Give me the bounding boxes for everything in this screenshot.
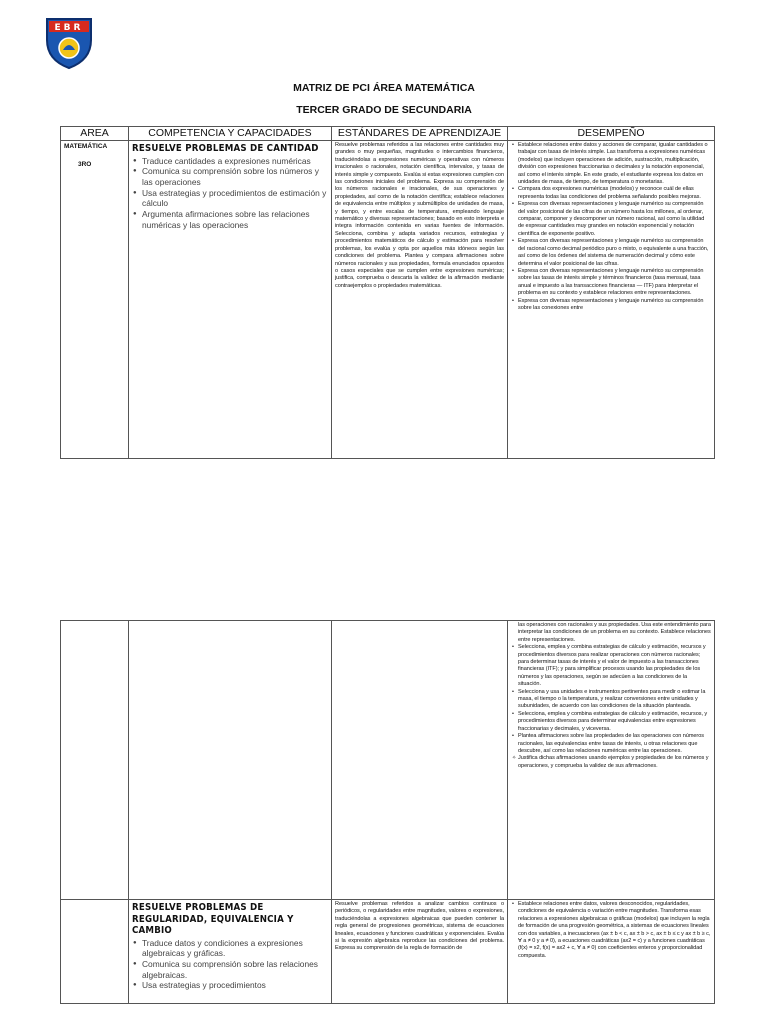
capacities-list: [132, 156, 328, 231]
pci-matrix-table: [60, 126, 715, 459]
list-item: • Establece relaciones entre datos y acciones de comparar, igualar cantidades o trabajar con tasas de interés simple. Las transforma a expresiones numéricas (modelos) que incluyen operaciones de adición, sustracción, multiplicación, división con expresiones fraccionarias o decimales y la notación exponencial, así como el interés simple. En este grado, el estudiante expresa los datos en unidades de masa, de tiempo, de temperatura o monetarias.: [511, 142, 711, 186]
performance-list: [511, 622, 711, 770]
performance-list: [511, 142, 711, 312]
table-row: [61, 621, 715, 900]
list-item: • Compara dos expresiones numéricas (modelos) y reconoce cuál de ellas representa todas las condiciones del problema señalando posibles mejoras.: [511, 186, 711, 201]
list-item: ● Comunica su comprensión sobre las relaciones algebraicas.: [132, 959, 328, 980]
list-item: ● Traduce datos y condiciones a expresiones algebraicas y gráficas.: [132, 938, 328, 959]
list-item: • Plantea afirmaciones sobre las propiedades de las operaciones con números racionales, las equivalencias entre tasas de interés, u otras relaciones que descubre, así como las relaciones numéricas entre las operaciones.: [511, 733, 711, 755]
list-item: • Expresa con diversas representaciones y lenguaje numérico su comprensión sobre las conexiones entre: [511, 298, 711, 313]
competence-title: RESUELVE PROBLEMAS DE CANTIDAD: [132, 143, 319, 154]
column-header-standards: ESTÁNDARES DE APRENDIZAJE: [332, 127, 508, 141]
performance-cell: [508, 621, 715, 900]
document-subtitle: TERCER GRADO DE SECUNDARIA: [296, 104, 472, 116]
list-item: • Expresa con diversas representaciones y lenguaje numérico su comprensión del racional como decimal periódico puro o mixto, o equivalente a una fracción, así como de los órdenes del sistema de numeración decimal y cómo este determina el valor posicional de las cifras.: [511, 238, 711, 268]
grade-label: 3RO: [78, 161, 92, 168]
capacities-list: [132, 938, 328, 992]
list-item: las operaciones con racionales y sus propiedades. Usa este entendimiento para interpretar las condiciones de un problema en su contexto. Establece relaciones entre representaciones.: [518, 622, 711, 643]
list-item: • Expresa con diversas representaciones y lenguaje numérico su comprensión sobre las tasas de interés simple y términos financieros (tasa mensual, tasa anual e impuesto a las transacciones financieras — ITF) para interpretar el problema en su contexto y establece relaciones entre representaciones.: [511, 268, 711, 298]
list-item: ● Comunica su comprensión sobre los números y las operaciones: [132, 166, 328, 187]
performance-list: [511, 901, 711, 960]
area-cell: [61, 141, 129, 459]
list-item: ● Traduce cantidades a expresiones numéricas: [132, 156, 328, 167]
performance-cell: [508, 900, 715, 1004]
competence-cell: [129, 900, 332, 1004]
competence-cell-empty: [129, 621, 332, 900]
document-title: MATRIZ DE PCI ÁREA MATEMÁTICA: [293, 82, 475, 94]
standards-cell-empty: [332, 621, 508, 900]
standards-cell: Resuelve problemas referidos a analizar cambios continuos o periódicos, o regularidades entre magnitudes, valores o expresiones, traduciéndolas a expresiones algebraicas que pueden contener la regla general de progresiones geométricas, sistema de ecuaciones lineales, ecuaciones y funciones cuadráticas y exponenciales. Evalúa si la expresión algebraica reproduce las condiciones del problema. Expresa su comprensión de la regla de formación de: [332, 900, 508, 1004]
area-cell-empty: [61, 900, 129, 1004]
competence-title: RESUELVE PROBLEMAS DE REGULARIDAD, EQUIVALENCIA Y CAMBIO: [132, 902, 294, 936]
list-item: ● Usa estrategias y procedimientos: [132, 980, 328, 991]
standards-cell: Resuelve problemas referidos a las relaciones entre cantidades muy grandes o muy pequeñas, magnitudes o intercambios financieros, traduciéndolas a expresiones numéricas y operativas con números irracionales o racionales, notación científica, intervalos, y tasas de interés simple y compuesto. Evalúa si estas expresiones cumplen con las condiciones iniciales del problema. Expresa su comprensión de los números racionales e irracionales, de sus operaciones y propiedades, así como de la notación científica; establece relaciones de equivalencia entre múltiplos y submúltiplos de unidades de masa, y tiempo, y entre escalas de temperatura, empleando lenguaje matemático y diversas representaciones; basado en esto interpreta e integra información contenida en varias fuentes de información. Selecciona, combina y adapta variados recursos, estrategias y procedimientos matemáticos de cálculo y estimación para resolver problemas, los evalúa y opta por aquellos más idóneos según las condiciones del problema. Plantea y compara afirmaciones sobre números racionales y sus propiedades, formula enunciados opuestos o casos especiales que se cumplen entre expresiones numéricas; justifica, comprueba o descarta la validez de la afirmación mediante contraejemplos o propiedades matemáticas.: [332, 141, 508, 459]
list-item: • Selecciona, emplea y combina estrategias de cálculo y estimación, recursos, y procedimientos diversos para determinar equivalencias entre expresiones fraccionarias y decimales, y viceversa.: [511, 711, 711, 733]
list-item: • Selecciona, emplea y combina estrategias de cálculo y estimación, recursos y procedimientos diversos para realizar operaciones con números racionales; para determinar tasas de interés y el valor de impuesto a las transacciones financieras (ITF); y para simplificar procesos usando las propiedades de los números y las operaciones, según se adecúen a las condiciones de la situación.: [511, 644, 711, 688]
list-item: ✧ Justifica dichas afirmaciones usando ejemplos y propiedades de los números y operaciones, y comprueba la validez de sus afirmaciones.: [511, 755, 711, 770]
column-header-area: AREA: [61, 127, 129, 141]
table-row: [61, 900, 715, 1004]
table-header-row: [61, 127, 715, 141]
list-item: • Establece relaciones entre datos, valores desconocidos, regularidades, condiciones de equivalencia o variación entre magnitudes. Transforma esas relaciones a expresiones algebraicas o gráficas (modelos) que incluyen la regla de formación de una progresión geométrica, a sistemas de ecuaciones lineales con dos variables, a inecuaciones (ax ± b < c, ax ± b > c, ax ± b ≤ c y ax ± b ≥ c, ∀ a ≠ 0 y a ≠ 0), a ecuaciones cuadráticas (ax2 = c) y a funciones cuadráticas (f(x) = x2, f(x) = ax2 + c, ∀ a ≠ 0) con coeficientes enteros y proporcionalidad compuesta.: [511, 901, 711, 960]
list-item: ● Usa estrategias y procedimientos de estimación y cálculo: [132, 188, 328, 209]
list-item: • Expresa con diversas representaciones y lenguaje numérico su comprensión del valor posicional de las cifras de un número hasta los millones, al ordenar, comparar, componer y descomponer un número racional, así como la utilidad de expresar cantidades muy grandes en notación exponencial y notación científica de exponente positivo.: [511, 201, 711, 238]
shield-icon: [44, 16, 94, 70]
area-cell-empty: [61, 621, 129, 900]
performance-cell: [508, 141, 715, 459]
school-logo: [44, 16, 94, 70]
logo-text: EBR: [54, 23, 84, 33]
competence-cell: [129, 141, 332, 459]
list-item: • Selecciona y usa unidades e instrumentos pertinentes para medir o estimar la masa, el tiempo o la temperatura, y realizar conversiones entre unidades y subunidades, de acuerdo con las condiciones de la situación planteada.: [511, 689, 711, 711]
column-header-performance: DESEMPEÑO: [508, 127, 715, 141]
pci-matrix-table-continued: [60, 620, 715, 1004]
area-name: MATEMÁTICA: [64, 143, 108, 150]
list-item: ● Argumenta afirmaciones sobre las relaciones numéricas y las operaciones: [132, 209, 328, 230]
table-row: [61, 141, 715, 459]
column-header-competence: COMPETENCIA Y CAPACIDADES: [129, 127, 332, 141]
